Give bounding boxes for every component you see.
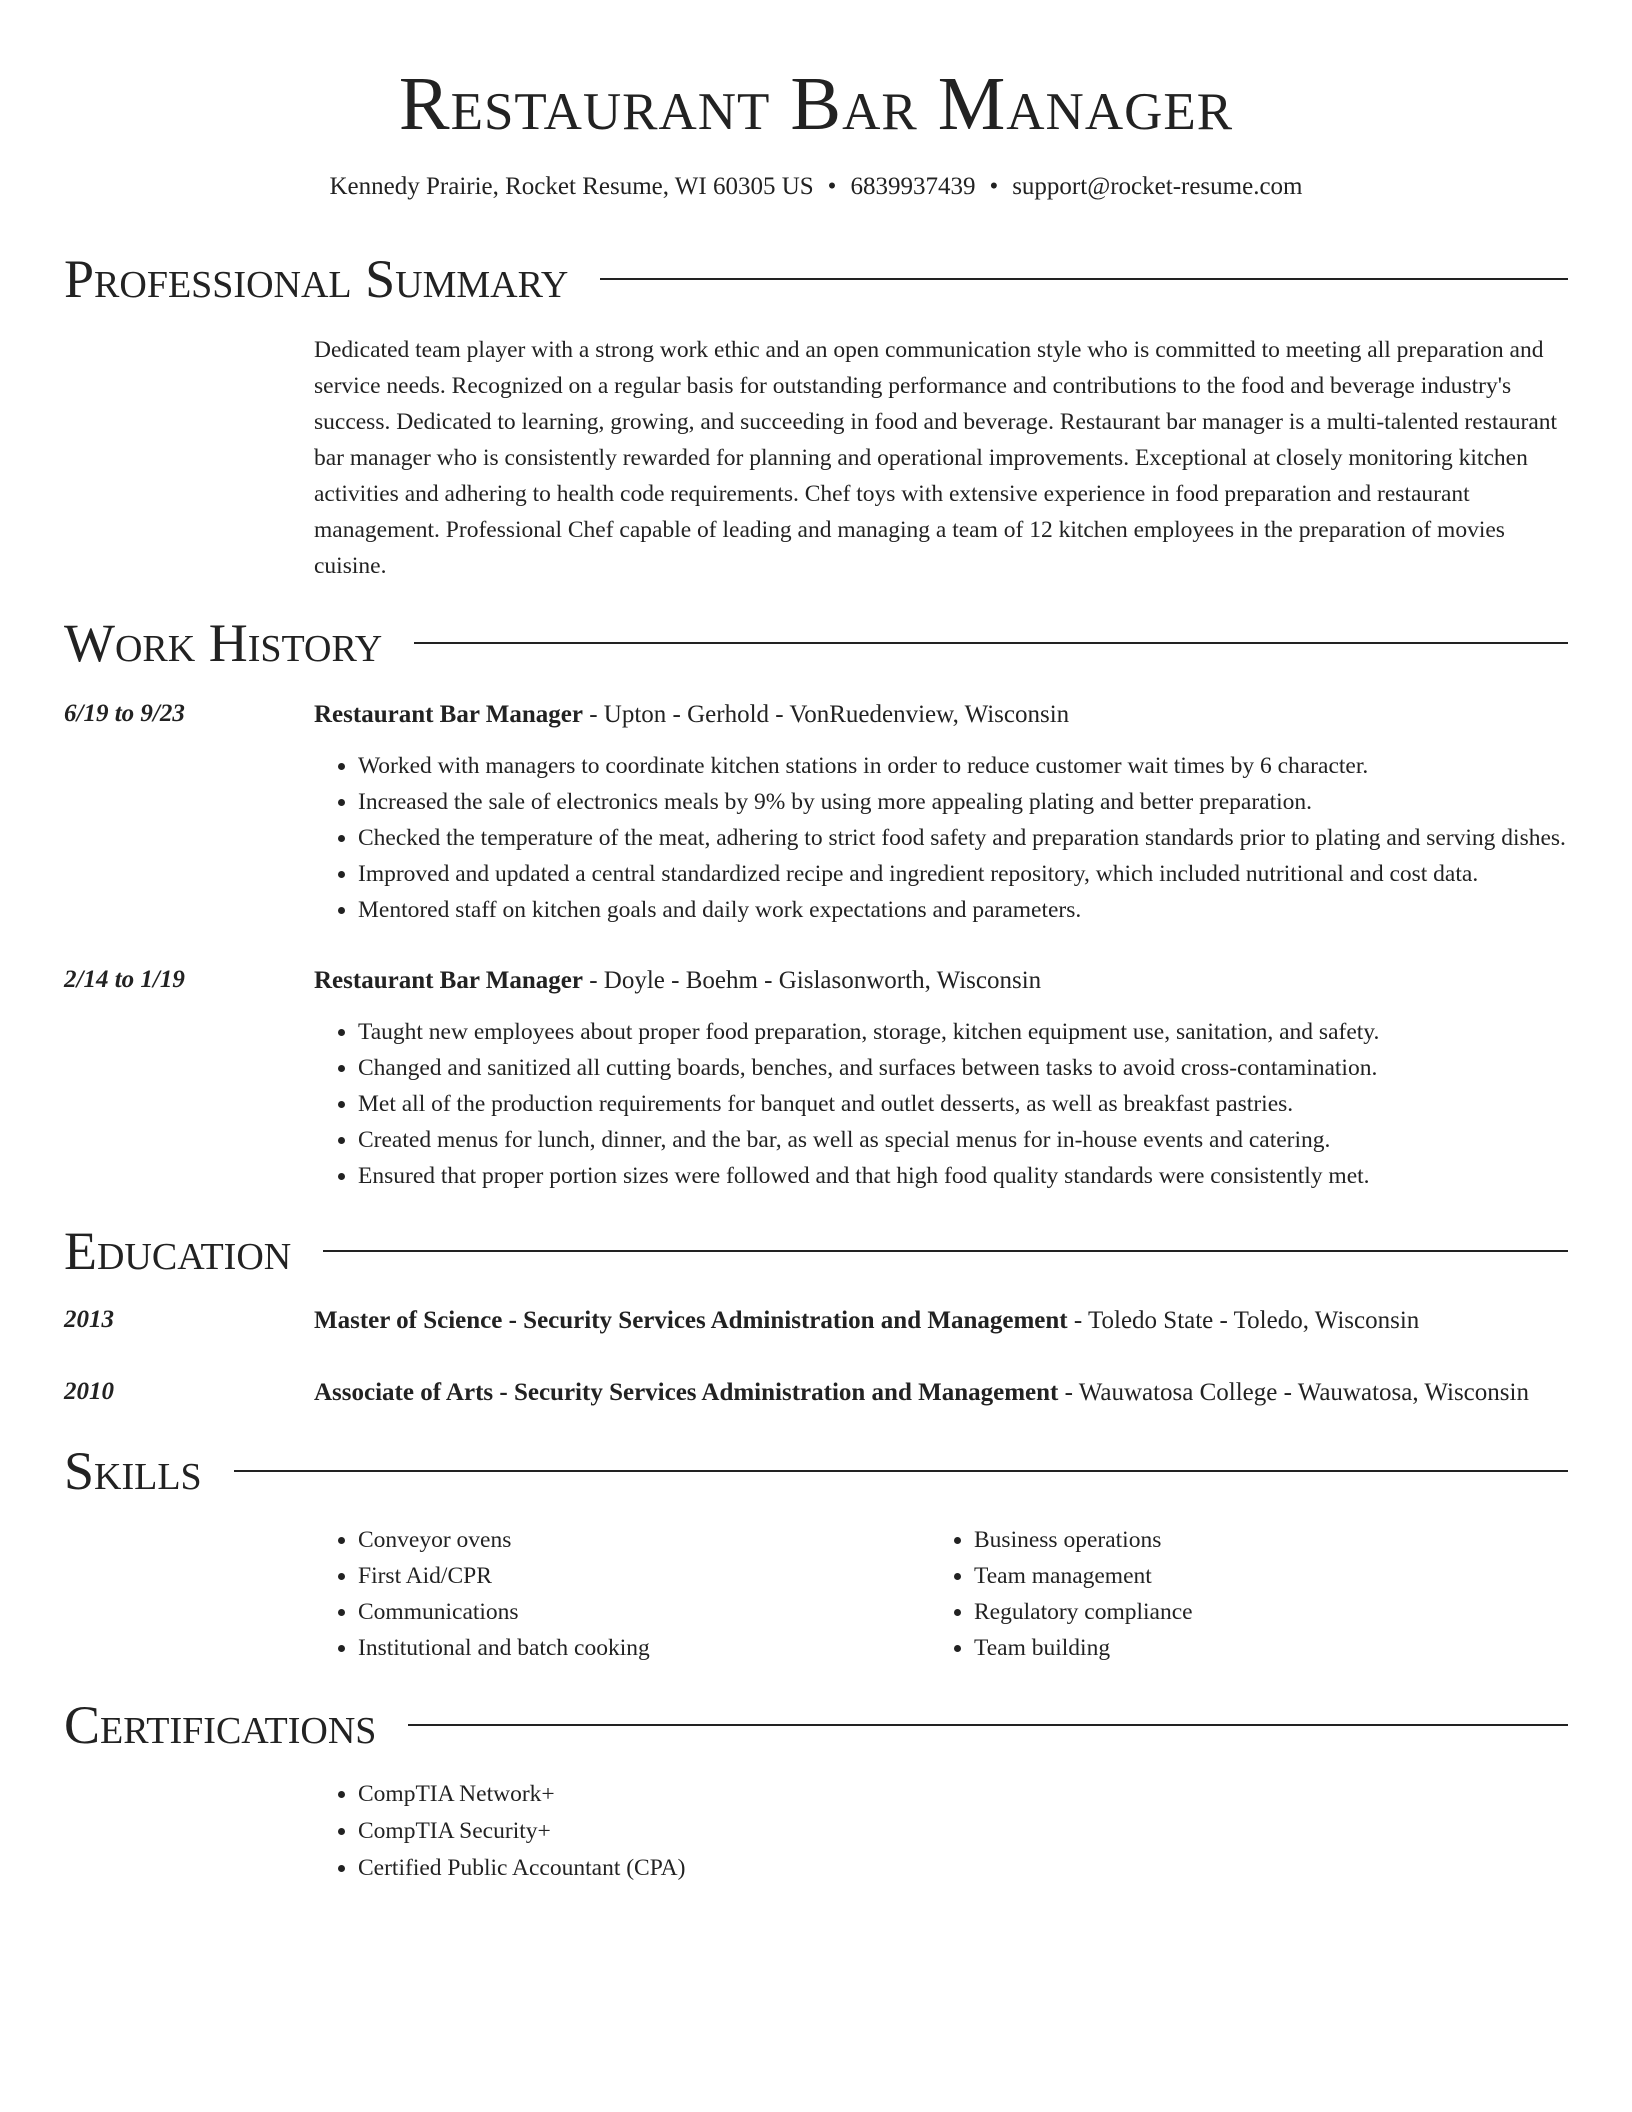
skill-item: • First Aid/CPR bbox=[358, 1558, 930, 1594]
job-bullet: • Worked with managers to coordinate kitchen stations in order to reduce customer wait times by 6 character. bbox=[358, 748, 1568, 784]
job-bullet: • Improved and updated a central standardized recipe and ingredient repository, which included nutritional and cost data. bbox=[358, 856, 1568, 892]
section-title: Work History bbox=[64, 613, 383, 673]
job-dates: 6/19 to 9/23 bbox=[64, 700, 185, 727]
section-divider bbox=[323, 1250, 1568, 1252]
education-year: 2010 bbox=[64, 1378, 114, 1405]
education-school: - Toledo State - Toledo, Wisconsin bbox=[1067, 1307, 1420, 1334]
section-title: Certifications bbox=[64, 1695, 377, 1755]
skill-item: • Institutional and batch cooking bbox=[358, 1630, 930, 1666]
summary-text: Dedicated team player with a strong work ethic and an open communication style who is committed to meeting all preparation and service needs. Recognized on a regular basis for outstanding performance and contributions to the food and beverage industry's success. Dedicated to learning, growing, and succeeding in food and beverage. Restaurant bar manager is a multi-talented restaurant bar manager who is consistently rewarded for planning and operational improvements. Exceptional at closely monitoring kitchen activities and adhering to health code requirements. Chef toys with extensive experience in food preparation and restaurant management. Professional Chef capable of leading and managing a team of 12 kitchen employees in the preparation of movies cuisine. bbox=[314, 337, 1558, 579]
job-title: Restaurant Bar Manager bbox=[314, 967, 583, 994]
job-bullet: • Taught new employees about proper food preparation, storage, kitchen equipment use, sanitation, and safety. bbox=[358, 1014, 1568, 1050]
contact-separator: • bbox=[989, 173, 999, 200]
job-heading bbox=[314, 962, 1568, 1000]
section-divider bbox=[600, 278, 1568, 280]
contact-address: Kennedy Prairie, Rocket Resume, WI 60305 US bbox=[329, 173, 814, 200]
education-entry bbox=[64, 1374, 1568, 1412]
skill-item: • Business operations bbox=[974, 1522, 1546, 1558]
job-entry bbox=[64, 696, 1568, 928]
contact-separator: • bbox=[827, 173, 837, 200]
job-bullet: • Increased the sale of electronics meals by 9% by using more appealing plating and better preparation. bbox=[358, 784, 1568, 820]
job-bullets bbox=[314, 1014, 1568, 1194]
section-title: Education bbox=[64, 1221, 292, 1281]
section-divider bbox=[414, 642, 1568, 644]
contact-email: support@rocket-resume.com bbox=[1012, 173, 1303, 200]
job-company: - Doyle - Boehm - Gislasonworth, Wisconsin bbox=[582, 967, 1042, 994]
job-bullet: • Changed and sanitized all cutting boards, benches, and surfaces between tasks to avoid cross-contamination. bbox=[358, 1050, 1568, 1086]
job-bullet: • Mentored staff on kitchen goals and daily work expectations and parameters. bbox=[358, 892, 1568, 928]
education-degree: Associate of Arts - Security Services Administration and Management bbox=[314, 1379, 1059, 1406]
education-heading bbox=[314, 1374, 1568, 1412]
job-title: Restaurant Bar Manager bbox=[314, 701, 583, 728]
job-bullet: • Met all of the production requirements for banquet and outlet desserts, as well as breakfast pastries. bbox=[358, 1086, 1568, 1122]
job-dates: 2/14 to 1/19 bbox=[64, 966, 185, 993]
skill-item: • Communications bbox=[358, 1594, 930, 1630]
section-title: Professional Summary bbox=[64, 249, 569, 309]
job-bullet: • Ensured that proper portion sizes were followed and that high food quality standards were consistently met. bbox=[358, 1158, 1568, 1194]
skills-list bbox=[314, 1522, 1568, 1666]
section-skills-header bbox=[64, 1442, 1568, 1500]
contact-line bbox=[64, 170, 1568, 204]
certification-item: • Certified Public Accountant (CPA) bbox=[358, 1850, 1568, 1887]
certification-item: • CompTIA Network+ bbox=[358, 1776, 1568, 1813]
education-heading bbox=[314, 1302, 1568, 1340]
certification-item: • CompTIA Security+ bbox=[358, 1813, 1568, 1850]
section-work-header bbox=[64, 614, 1568, 672]
job-bullet: • Created menus for lunch, dinner, and the bar, as well as special menus for in-house events and catering. bbox=[358, 1122, 1568, 1158]
job-bullet: • Checked the temperature of the meat, adhering to strict food safety and preparation standards prior to plating and serving dishes. bbox=[358, 820, 1568, 856]
skill-item: • Team building bbox=[974, 1630, 1546, 1666]
section-education-header bbox=[64, 1222, 1568, 1280]
section-certifications-header bbox=[64, 1696, 1568, 1754]
section-summary-header bbox=[64, 250, 1568, 308]
section-divider bbox=[408, 1724, 1568, 1726]
resume-name: Restaurant Bar Manager bbox=[398, 62, 1234, 146]
skill-item: • Regulatory compliance bbox=[974, 1594, 1546, 1630]
job-entry bbox=[64, 962, 1568, 1194]
section-divider bbox=[234, 1470, 1568, 1472]
certifications-list bbox=[314, 1776, 1568, 1887]
skill-item: • Conveyor ovens bbox=[358, 1522, 930, 1558]
job-heading bbox=[314, 696, 1568, 734]
education-entry bbox=[64, 1302, 1568, 1340]
job-bullets bbox=[314, 748, 1568, 928]
section-title: Skills bbox=[64, 1441, 202, 1501]
skills-column-right bbox=[930, 1522, 1546, 1666]
education-year: 2013 bbox=[64, 1306, 114, 1333]
education-degree: Master of Science - Security Services Administration and Management bbox=[314, 1307, 1068, 1334]
skill-item: • Team management bbox=[974, 1558, 1546, 1594]
contact-phone: 6839937439 bbox=[850, 173, 976, 200]
education-school: - Wauwatosa College - Wauwatosa, Wisconsin bbox=[1058, 1379, 1529, 1406]
job-company: - Upton - Gerhold - VonRuedenview, Wisconsin bbox=[582, 701, 1070, 728]
skills-column-left bbox=[314, 1522, 930, 1666]
